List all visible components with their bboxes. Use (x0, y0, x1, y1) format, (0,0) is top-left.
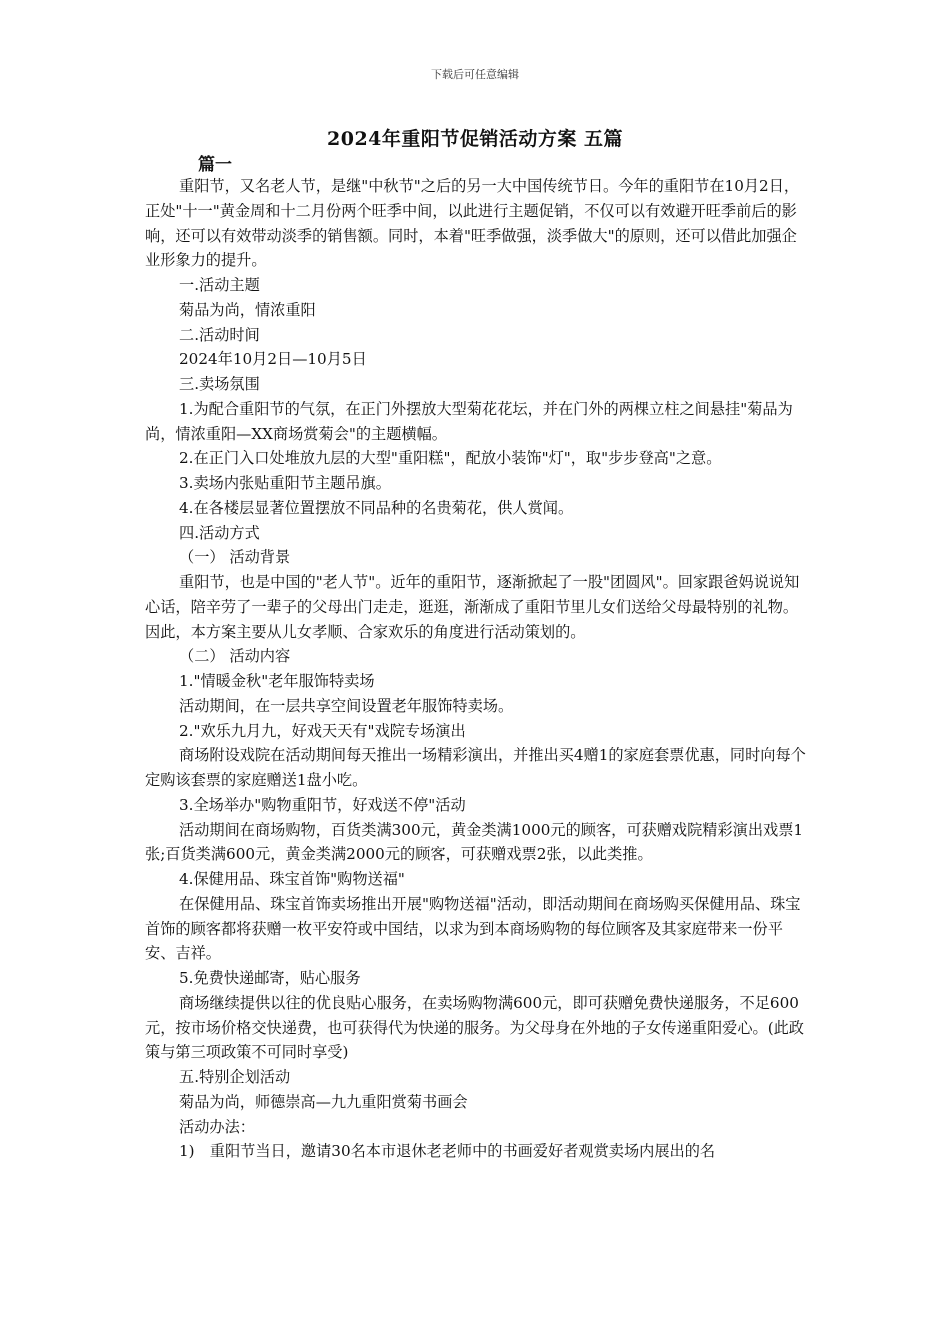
content-item-4-title: 4.保健用品、珠宝首饰"购物送福" (179, 870, 405, 888)
atmosphere-item-4: 4.在各楼层显著位置摆放不同品种的名贵菊花，供人赏闻。 (179, 498, 574, 517)
intro-paragraph: 重阳节，又名老人节，是继"中秋节"之后的另一大中国传统节日。今年的重阳节在10月2日，正处"十一"黄金周和十二月份两个旺季中间，以此进行主题促销，不仅可以有效避开旺季前后的影响，还可以有效带动淡季的销售额。同时，本着"旺季做强，淡季做大"的原则，还可以借此加强企业形象力的提升。 (145, 177, 800, 270)
document-body (145, 174, 809, 1164)
document-title: 2024年重阳节促销活动方案 五篇 (327, 128, 623, 150)
content-item-1-title: 1."情暖金秋"老年服饰特卖场 (179, 672, 375, 690)
content-item-4-text: 在保健用品、珠宝首饰卖场推出开展"购物送福"活动，即活动期间在商场购买保健用品、珠宝首饰的顾客都将获赠一枚平安符或中国结，以求为到本商场购物的每位顾客及其家庭带来一份平安、吉祥。 (145, 894, 801, 963)
heading-activity-theme: 一.活动主题 (179, 276, 260, 294)
background-paragraph: 重阳节，也是中国的"老人节"。近年的重阳节，逐渐掀起了一股"团圆风"。回家跟爸妈说说知心话，陪辛劳了一辈子的父母出门走走，逛逛，渐渐成了重阳节里儿女们送给父母最特别的礼物。因此，本方案主要从儿女孝顺、合家欢乐的角度进行活动策划的。 (145, 573, 800, 641)
page-header-note: 下载后可任意编辑 (431, 68, 519, 81)
content-item-3-text: 活动期间在商场购物，百货类满300元，黄金类满1000元的顾客，可获赠戏院精彩演出戏票1张;百货类满600元，黄金类满2000元的顾客，可获赠戏票2张，以此类推。 (145, 820, 804, 864)
special-planning-title: 菊品为尚，师德崇高—九九重阳赏菊书画会 (179, 1092, 468, 1111)
heading-store-atmosphere: 三.卖场氛围 (179, 375, 260, 393)
activity-theme-text: 菊品为尚，情浓重阳 (179, 300, 316, 319)
heading-special-planning: 五.特别企划活动 (179, 1068, 291, 1086)
activity-time-text: 2024年10月2日—10月5日 (179, 350, 367, 369)
content-item-1-text: 活动期间，在一层共享空间设置老年服饰特卖场。 (179, 696, 514, 715)
section-heading: 篇一 (198, 155, 232, 175)
content-item-2-text: 商场附设戏院在活动期间每天推出一场精彩演出，并推出买4赠1的家庭套票优惠，同时向每个定购该套票的家庭赠送1盘小吃。 (145, 746, 806, 789)
atmosphere-item-3: 3.卖场内张贴重阳节主题吊旗。 (179, 474, 391, 492)
content-item-5-title: 5.免费快递邮寄，贴心服务 (179, 969, 361, 987)
atmosphere-item-2: 2.在正门入口处堆放九层的大型"重阳糕"，配放小装饰"灯"，取"步步登高"之意。 (179, 449, 722, 468)
heading-activity-method: 四.活动方式 (179, 523, 260, 542)
heading-activity-time: 二.活动时间 (179, 325, 260, 344)
content-item-3-title: 3.全场举办"购物重阳节，好戏送不停"活动 (179, 795, 466, 814)
subheading-content: （二） 活动内容 (179, 647, 291, 666)
content-item-2-title: 2."欢乐九月九，好戏天天有"戏院专场演出 (179, 721, 466, 740)
subheading-background: （一） 活动背景 (179, 548, 291, 567)
content-item-5-text: 商场继续提供以往的优良贴心服务，在卖场购物满600元，即可获赠免费快递服务，不足600元，按市场价格交快递费，也可获得代为快递的服务。为父母身在外地的子女传递重阳爱心。(此政策与第三项政策不可同时享受) (145, 993, 804, 1062)
atmosphere-item-1: 1.为配合重阳节的气氛，在正门外摆放大型菊花花坛，并在门外的两棵立柱之间悬挂"菊品为尚，情浓重阳—XX商场赏菊会"的主题横幅。 (145, 399, 793, 443)
activity-method-label: 活动办法： (179, 1117, 255, 1136)
method-item-1: 1) 重阳节当日，邀请30名本市退休老老师中的书画爱好者观赏卖场内展出的名 (179, 1142, 716, 1161)
